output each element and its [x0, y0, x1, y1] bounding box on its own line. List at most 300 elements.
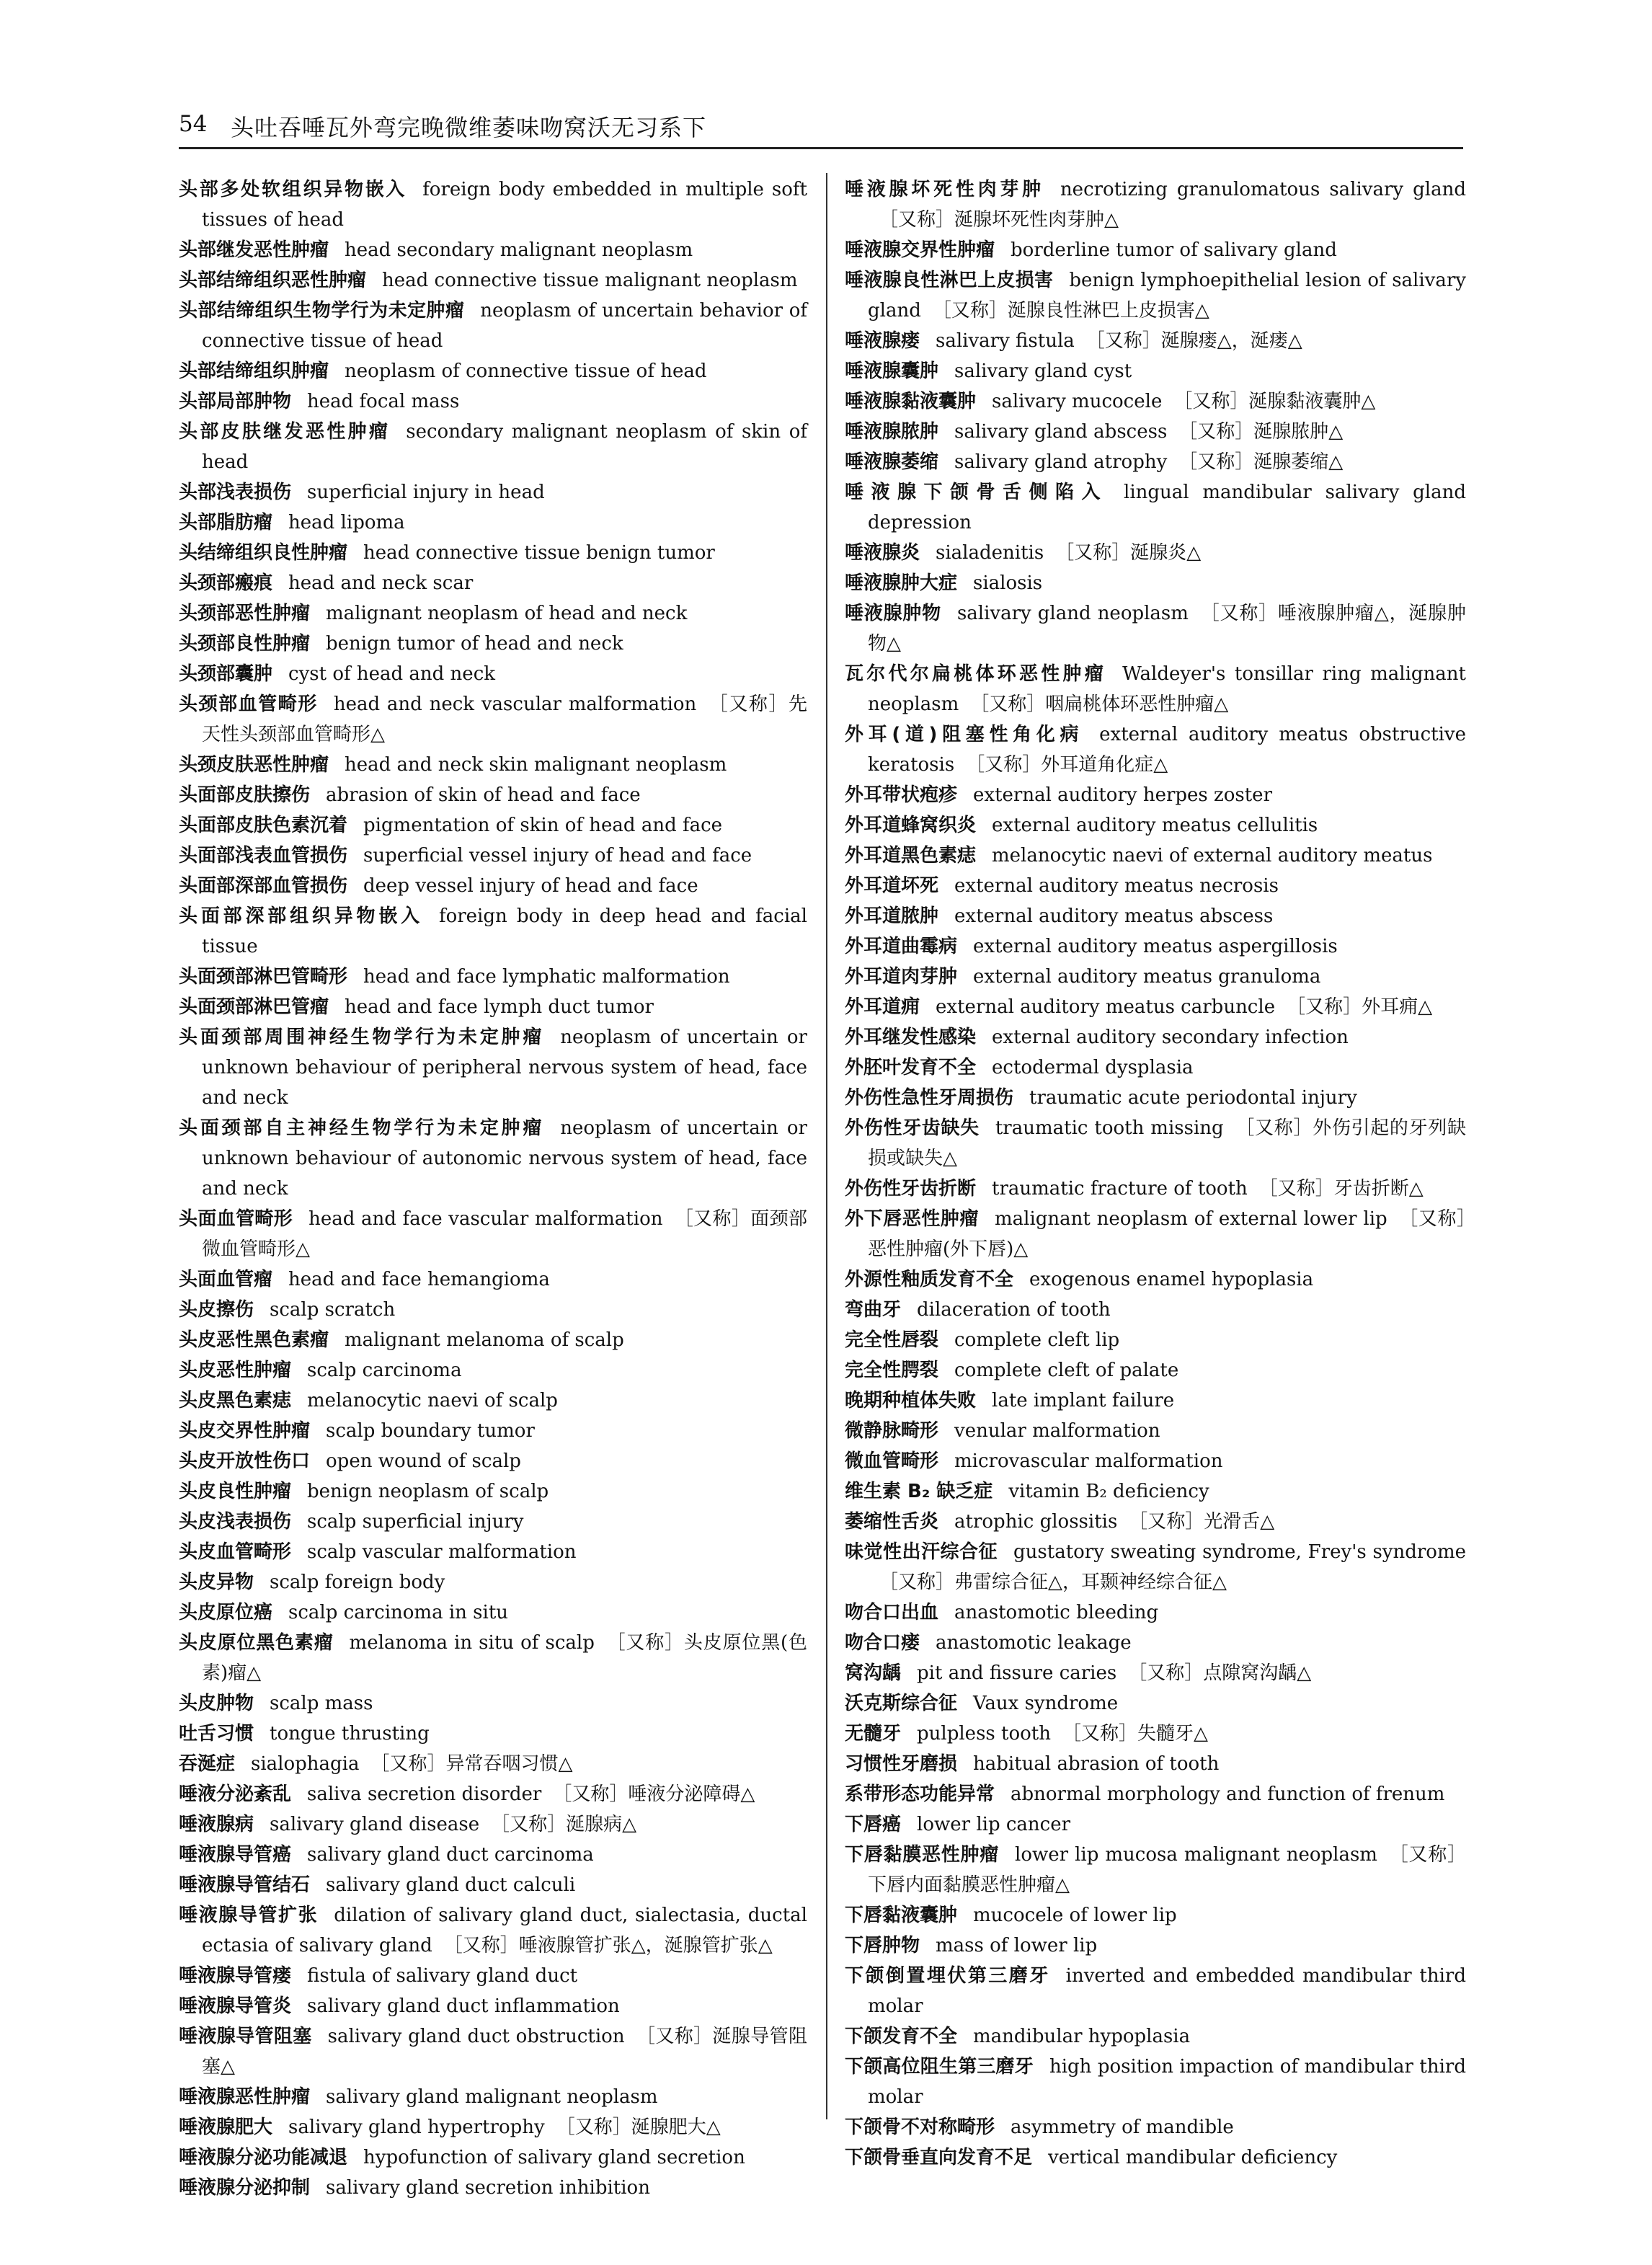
glossary-entry [845, 1628, 1466, 1658]
glossary-entry [845, 538, 1466, 568]
right-column [845, 174, 1466, 2173]
term-chinese: 头部脂肪瘤 [179, 512, 273, 533]
term-english: borderline tumor of salivary gland [1011, 239, 1337, 261]
term-chinese: 外胚叶发育不全 [845, 1057, 977, 1078]
glossary-entry [845, 992, 1466, 1022]
term-chinese: 头皮浅表损伤 [179, 1511, 292, 1533]
term-english: dilation of salivary gland duct, sialectasia, ductal ectasia of salivary gland [202, 1905, 807, 1956]
glossary-entry [179, 1597, 807, 1628]
term-english: vertical mandibular deficiency [1048, 2147, 1338, 2168]
glossary-entry [179, 1325, 807, 1355]
term-english: malignant neoplasm of head and neck [326, 603, 688, 624]
term-chinese: 唾液腺脓肿 [845, 421, 939, 443]
glossary-entry [179, 1204, 807, 1264]
glossary-entry [845, 1386, 1466, 1416]
glossary-entry [179, 1386, 807, 1416]
term-english: deep vessel injury of head and face [363, 875, 698, 897]
term-english: traumatic fracture of tooth [992, 1178, 1248, 1200]
term-chinese: 头皮血管畸形 [179, 1541, 292, 1563]
term-english: external auditory meatus granuloma [973, 966, 1321, 988]
term-english: asymmetry of mandible [1011, 2116, 1234, 2138]
glossary-entry [179, 235, 807, 265]
term-english: scalp superficial injury [307, 1511, 524, 1533]
term-chinese: 头皮黑色素痣 [179, 1390, 292, 1411]
glossary-entry [845, 780, 1466, 810]
term-english: external auditory meatus carbuncle [936, 996, 1276, 1018]
term-chinese: 微血管畸形 [845, 1450, 939, 1472]
glossary-entry [179, 538, 807, 568]
term-chinese: 头部多处软组织异物嵌入 [179, 179, 407, 200]
glossary-entry [845, 659, 1466, 719]
term-english: external auditory meatus aspergillosis [973, 936, 1338, 957]
term-english: salivary gland hypertrophy [288, 2116, 545, 2138]
page-header [179, 108, 1463, 149]
term-chinese: 外下唇恶性肿瘤 [845, 1208, 979, 1230]
glossary-entry [179, 1537, 807, 1567]
term-chinese: 唾液腺导管炎 [179, 1995, 292, 2017]
glossary-entry [179, 2173, 807, 2203]
term-chinese: 下唇癌 [845, 1814, 902, 1835]
term-chinese: 吻合口瘘 [845, 1632, 920, 1654]
glossary-entry [179, 1295, 807, 1325]
term-english: malignant melanoma of scalp [345, 1329, 624, 1351]
term-english: sialophagia [251, 1753, 360, 1775]
term-chinese: 唾液腺导管瘘 [179, 1965, 292, 1987]
term-alias: ［又称］光滑舌△ [1129, 1511, 1275, 1533]
glossary-entry [179, 265, 807, 296]
glossary-entry [179, 1779, 807, 1809]
term-english: traumatic acute periodontal injury [1029, 1087, 1357, 1109]
glossary-entry [845, 1719, 1466, 1749]
term-english: head and face hemangioma [288, 1269, 550, 1290]
term-chinese: 吞涎症 [179, 1753, 236, 1775]
glossary-entry [845, 962, 1466, 992]
glossary-entry [845, 568, 1466, 598]
glossary-entry [845, 2021, 1466, 2052]
term-chinese: 头面颈部淋巴管瘤 [179, 996, 329, 1018]
term-english: head secondary malignant neoplasm [345, 239, 693, 261]
term-english: necrotizing granulomatous salivary gland [1060, 179, 1466, 200]
glossary-entry [845, 1749, 1466, 1779]
term-chinese: 头面血管畸形 [179, 1208, 293, 1230]
term-chinese: 外伤性牙齿折断 [845, 1178, 977, 1200]
term-chinese: 唾液腺下颌骨舌侧陷入 [845, 482, 1108, 503]
term-english: dilaceration of tooth [917, 1299, 1111, 1321]
term-alias: ［又称］涎腺病△ [491, 1814, 637, 1835]
glossary-entry [179, 2082, 807, 2112]
term-english: ectodermal dysplasia [992, 1057, 1194, 1078]
term-english: head and face vascular malformation [308, 1208, 663, 1230]
term-chinese: 头皮肿物 [179, 1693, 254, 1714]
term-english: foreign body in deep head and facial tissue [202, 905, 807, 957]
glossary-entry [179, 568, 807, 598]
glossary-entry [179, 1991, 807, 2021]
term-chinese: 头面部浅表血管损伤 [179, 845, 348, 866]
glossary-entry [179, 750, 807, 780]
term-chinese: 头部皮肤继发恶性肿瘤 [179, 421, 391, 443]
term-chinese: 头皮原位癌 [179, 1602, 273, 1623]
term-chinese: 唾液腺肥大 [179, 2116, 273, 2138]
term-alias: ［又称］涎腺良性淋巴上皮损害△ [932, 300, 1209, 322]
term-chinese: 唾液腺瘘 [845, 330, 920, 352]
glossary-entry [179, 598, 807, 629]
term-english: pit and fissure caries [917, 1662, 1117, 1684]
term-chinese: 下颌发育不全 [845, 2026, 958, 2047]
term-chinese: 下唇黏液囊肿 [845, 1905, 958, 1926]
term-chinese: 唾液腺黏液囊肿 [845, 391, 977, 412]
term-english: malignant neoplasm of external lower lip [994, 1208, 1387, 1230]
term-alias: ［又称］外伤引起的牙列缺损或缺失△ [868, 1117, 1466, 1169]
term-alias: ［又称］牙齿折断△ [1258, 1178, 1424, 1200]
term-chinese: 头面部皮肤擦伤 [179, 784, 311, 806]
term-chinese: 下颌骨垂直向发育不足 [845, 2147, 1033, 2168]
glossary-entry [845, 1446, 1466, 1476]
term-english: salivary gland abscess [954, 421, 1168, 443]
term-alias: ［又称］外耳痈△ [1287, 996, 1433, 1018]
term-chinese: 唾液腺交界性肿瘤 [845, 239, 995, 261]
term-english: salivary gland duct obstruction [327, 2026, 625, 2047]
term-chinese: 唾液腺导管结石 [179, 1874, 311, 1896]
term-chinese: 外耳道痈 [845, 996, 920, 1018]
term-english: salivary gland neoplasm [956, 603, 1189, 624]
glossary-entry [845, 265, 1466, 326]
glossary-entry [179, 2021, 807, 2082]
glossary-entry [845, 1416, 1466, 1446]
glossary-entry [179, 1507, 807, 1537]
term-english: complete cleft lip [954, 1329, 1120, 1351]
term-alias: ［又称］头皮原位黑(色素)瘤△ [202, 1632, 807, 1684]
glossary-entry [179, 1355, 807, 1386]
term-chinese: 唾液腺良性淋巴上皮损害 [845, 270, 1054, 291]
term-english: exogenous enamel hypoplasia [1029, 1269, 1314, 1290]
term-chinese: 下颌骨不对称畸形 [845, 2116, 995, 2138]
term-english: anastomotic leakage [936, 1632, 1132, 1654]
term-english: head connective tissue malignant neoplasm [382, 270, 798, 291]
term-chinese: 头部结缔组织生物学行为未定肿瘤 [179, 300, 465, 322]
glossary-entry [179, 1264, 807, 1295]
term-chinese: 唾液腺炎 [845, 542, 920, 564]
glossary-entry [845, 1052, 1466, 1083]
glossary-entry [845, 1537, 1466, 1597]
term-english: scalp scratch [270, 1299, 396, 1321]
glossary-entry [845, 1476, 1466, 1507]
term-chinese: 唾液腺导管阻塞 [179, 2026, 312, 2047]
term-chinese: 外耳道坏死 [845, 875, 939, 897]
term-alias: ［又称］涎腺肥大△ [556, 2116, 721, 2138]
glossary-entry [179, 689, 807, 750]
glossary-entry [179, 296, 807, 356]
term-chinese: 萎缩性舌炎 [845, 1511, 939, 1533]
term-alias: ［又称］下唇内面黏膜恶性肿瘤△ [868, 1844, 1466, 1896]
term-english: vitamin B₂ deficiency [1008, 1481, 1209, 1502]
term-english: melanoma in situ of scalp [349, 1632, 595, 1654]
term-chinese: 唾液腺囊肿 [845, 360, 939, 382]
glossary-entry [845, 1597, 1466, 1628]
term-chinese: 外耳(道)阻塞性角化病 [845, 724, 1084, 745]
glossary-entry [179, 871, 807, 901]
term-english: benign neoplasm of scalp [307, 1481, 549, 1502]
term-english: high position impaction of mandibular third molar [868, 2056, 1467, 2108]
glossary-entry [845, 1840, 1466, 1900]
term-english: lower lip mucosa malignant neoplasm [1015, 1844, 1377, 1866]
term-english: gustatory sweating syndrome, Frey's syndrome [1013, 1541, 1466, 1563]
term-english: anastomotic bleeding [954, 1602, 1159, 1623]
term-english: melanocytic naevi of scalp [307, 1390, 558, 1411]
term-english: salivary gland duct carcinoma [307, 1844, 594, 1866]
term-chinese: 外耳带状疱疹 [845, 784, 958, 806]
term-english: neoplasm of uncertain or unknown behaviour of peripheral nervous system of head, face and neck [202, 1027, 807, 1109]
glossary-entry [845, 326, 1466, 356]
term-english: salivary gland disease [270, 1814, 480, 1835]
glossary-entry [845, 447, 1466, 477]
term-chinese: 头部局部肿物 [179, 391, 292, 412]
term-english: head lipoma [288, 512, 405, 533]
term-chinese: 头颈部血管畸形 [179, 693, 318, 715]
term-chinese: 头面颈部自主神经生物学行为未定肿瘤 [179, 1117, 545, 1139]
glossary-entry [845, 1264, 1466, 1295]
term-english: pigmentation of skin of head and face [363, 815, 723, 836]
term-chinese: 头皮恶性黑色素瘤 [179, 1329, 329, 1351]
term-alias: ［又称］涎腺脓肿△ [1178, 421, 1344, 443]
term-english: external auditory meatus cellulitis [992, 815, 1318, 836]
glossary-entry [845, 356, 1466, 386]
term-alias: ［又称］先天性头颈部血管畸形△ [202, 693, 807, 745]
term-chinese: 头颈部囊肿 [179, 663, 273, 685]
term-chinese: 唾液腺导管扩张 [179, 1905, 319, 1926]
glossary-entry [845, 1507, 1466, 1537]
term-chinese: 头面部深部组织异物嵌入 [179, 905, 423, 927]
page-number: 54 [179, 111, 208, 137]
term-chinese: 外源性釉质发育不全 [845, 1269, 1014, 1290]
term-english: benign tumor of head and neck [326, 633, 623, 655]
term-english: sialadenitis [936, 542, 1044, 564]
term-chinese: 外耳道蜂窝织炎 [845, 815, 977, 836]
term-english: atrophic glossitis [954, 1511, 1118, 1533]
term-english: neoplasm of uncertain or unknown behaviour of autonomic nervous system of head, face and neck [202, 1117, 807, 1200]
term-chinese: 外耳道黑色素痣 [845, 845, 977, 866]
term-english: salivary mucocele [992, 391, 1163, 412]
term-alias: ［又称］恶性肿瘤(外下唇)△ [868, 1208, 1466, 1260]
term-english: abrasion of skin of head and face [326, 784, 641, 806]
term-chinese: 头皮良性肿瘤 [179, 1481, 292, 1502]
term-alias: ［又称］咽扁桃体环恶性肿瘤△ [970, 693, 1229, 715]
glossary-entry [179, 1567, 807, 1597]
glossary-entry [845, 2112, 1466, 2142]
glossary-entry [179, 810, 807, 841]
term-chinese: 下颌高位阻生第三磨牙 [845, 2056, 1034, 2078]
term-english: head connective tissue benign tumor [363, 542, 715, 564]
term-english: pulpless tooth [917, 1723, 1051, 1745]
term-english: salivary gland secretion inhibition [326, 2177, 650, 2199]
term-english: habitual abrasion of tooth [973, 1753, 1220, 1775]
term-english: Waldeyer's tonsillar ring malignant neoplasm [868, 663, 1466, 715]
term-chinese: 瓦尔代尔扁桃体环恶性肿瘤 [845, 663, 1107, 685]
term-chinese: 唾液腺分泌功能减退 [179, 2147, 348, 2168]
term-chinese: 头面部深部血管损伤 [179, 875, 348, 897]
term-chinese: 头面血管瘤 [179, 1269, 273, 1290]
term-chinese: 头皮开放性伤口 [179, 1450, 311, 1472]
term-english: lingual mandibular salivary gland depression [868, 482, 1466, 533]
glossary-entry [179, 417, 807, 477]
glossary-entry [179, 1900, 807, 1961]
term-chinese: 唾液腺导管癌 [179, 1844, 292, 1866]
glossary-entry [179, 2142, 807, 2173]
term-chinese: 唾液腺萎缩 [845, 451, 939, 473]
term-chinese: 唾液腺肿物 [845, 603, 941, 624]
term-chinese: 头部结缔组织恶性肿瘤 [179, 270, 367, 291]
term-chinese: 唾液分泌紊乱 [179, 1783, 292, 1805]
term-chinese: 外耳道脓肿 [845, 905, 939, 927]
left-column [179, 174, 807, 2203]
glossary-entry [845, 1961, 1466, 2021]
term-alias: ［又称］涎腺坏死性肉芽肿△ [879, 209, 1119, 231]
term-english: external auditory meatus obstructive keratosis [868, 724, 1466, 776]
glossary-entry [845, 810, 1466, 841]
glossary-entry [845, 1779, 1466, 1809]
term-chinese: 头面颈部淋巴管畸形 [179, 966, 348, 988]
term-chinese: 头皮异物 [179, 1572, 254, 1593]
term-english: scalp boundary tumor [326, 1420, 535, 1442]
glossary-entry [845, 1295, 1466, 1325]
term-chinese: 吐舌习惯 [179, 1723, 254, 1745]
term-english: scalp vascular malformation [307, 1541, 577, 1563]
glossary-entry [179, 1809, 807, 1840]
term-english: open wound of scalp [326, 1450, 521, 1472]
term-chinese: 头皮擦伤 [179, 1299, 254, 1321]
term-chinese: 头结缔组织良性肿瘤 [179, 542, 348, 564]
glossary-entry [179, 356, 807, 386]
term-chinese: 唾液腺恶性肿瘤 [179, 2086, 311, 2108]
term-chinese: 吻合口出血 [845, 1602, 939, 1623]
glossary-entry [179, 386, 807, 417]
term-english: venular malformation [954, 1420, 1160, 1442]
glossary-entry [179, 1840, 807, 1870]
term-english: external auditory meatus necrosis [954, 875, 1279, 897]
term-chinese: 味觉性出汗综合征 [845, 1541, 998, 1563]
glossary-entry [179, 1446, 807, 1476]
glossary-entry [179, 1870, 807, 1900]
term-english: external auditory secondary infection [992, 1027, 1349, 1048]
term-english: scalp carcinoma [307, 1360, 462, 1381]
term-english: mandibular hypoplasia [973, 2026, 1191, 2047]
term-english: mucocele of lower lip [973, 1905, 1177, 1926]
term-alias: ［又称］唾液分泌障碍△ [553, 1783, 755, 1805]
term-chinese: 头部浅表损伤 [179, 482, 292, 503]
term-english: salivary gland duct calculi [326, 1874, 576, 1896]
term-chinese: 微静脉畸形 [845, 1420, 939, 1442]
term-alias: ［又称］点隙窝沟龋△ [1128, 1662, 1312, 1684]
term-chinese: 头颈部良性肿瘤 [179, 633, 311, 655]
glossary-entry [845, 235, 1466, 265]
glossary-entry [845, 1931, 1466, 1961]
term-english: neoplasm of connective tissue of head [345, 360, 707, 382]
term-english: external auditory meatus abscess [954, 905, 1274, 927]
term-chinese: 弯曲牙 [845, 1299, 902, 1321]
glossary-entry [845, 871, 1466, 901]
term-english: salivary gland atrophy [954, 451, 1168, 473]
glossary-entry [179, 962, 807, 992]
term-alias: ［又称］涎腺黏液囊肿△ [1173, 391, 1376, 412]
term-english: head and face lymphatic malformation [363, 966, 730, 988]
term-english: foreign body embedded in multiple soft tissues of head [202, 179, 807, 231]
term-chinese: 头颈皮肤恶性肿瘤 [179, 754, 329, 776]
term-english: head and neck skin malignant neoplasm [345, 754, 727, 776]
term-alias: ［又称］唾液腺管扩张△，涎腺管扩张△ [443, 1935, 773, 1956]
term-english: head and neck vascular malformation [333, 693, 697, 715]
glossary-entry [845, 1325, 1466, 1355]
glossary-entry [845, 417, 1466, 447]
term-chinese: 外耳道肉芽肿 [845, 966, 958, 988]
term-english: saliva secretion disorder [307, 1783, 542, 1805]
glossary-entry [179, 1961, 807, 1991]
term-chinese: 窝沟龋 [845, 1662, 902, 1684]
term-english: complete cleft of palate [954, 1360, 1179, 1381]
term-alias: ［又称］涎腺导管阻塞△ [202, 2026, 807, 2078]
glossary-entry [179, 992, 807, 1022]
term-chinese: 唾液腺分泌抑制 [179, 2177, 311, 2199]
term-chinese: 下唇肿物 [845, 1935, 920, 1956]
glossary-entry [845, 477, 1466, 538]
term-chinese: 头部结缔组织肿瘤 [179, 360, 329, 382]
glossary-entry [179, 1022, 807, 1113]
glossary-entry [179, 1476, 807, 1507]
term-chinese: 头颈部瘢痕 [179, 572, 273, 594]
glossary-entry [845, 1174, 1466, 1204]
glossary-entry [845, 174, 1466, 235]
term-alias: ［又称］异常吞咽习惯△ [370, 1753, 573, 1775]
term-alias: ［又称］涎腺炎△ [1055, 542, 1202, 564]
term-chinese: 维生素 B₂ 缺乏症 [845, 1481, 993, 1502]
glossary-entry [845, 598, 1466, 659]
term-chinese: 唾液腺病 [179, 1814, 254, 1835]
glossary-entry [845, 931, 1466, 962]
term-chinese: 完全性腭裂 [845, 1360, 939, 1381]
glossary-entry [179, 1719, 807, 1749]
term-alias: ［又称］面颈部微血管畸形△ [202, 1208, 807, 1260]
term-chinese: 沃克斯综合征 [845, 1693, 958, 1714]
term-chinese: 下唇黏膜恶性肿瘤 [845, 1844, 1000, 1866]
term-chinese: 外耳道曲霉病 [845, 936, 958, 957]
glossary-entry [845, 719, 1466, 780]
term-chinese: 外伤性急性牙周损伤 [845, 1087, 1014, 1109]
term-chinese: 头部继发恶性肿瘤 [179, 239, 329, 261]
glossary-entry [179, 1688, 807, 1719]
term-chinese: 头面部皮肤色素沉着 [179, 815, 348, 836]
glossary-entry [845, 386, 1466, 417]
glossary-entry [845, 1809, 1466, 1840]
glossary-entry [845, 1355, 1466, 1386]
glossary-entry [845, 901, 1466, 931]
term-chinese: 习惯性牙磨损 [845, 1753, 958, 1775]
term-english: microvascular malformation [954, 1450, 1223, 1472]
term-english: inverted and embedded mandibular third molar [868, 1965, 1466, 2017]
glossary-entry [845, 1900, 1466, 1931]
term-english: salivary gland duct inflammation [307, 1995, 620, 2017]
glossary-entry [179, 629, 807, 659]
term-chinese: 无髓牙 [845, 1723, 902, 1745]
term-english: melanocytic naevi of external auditory meatus [992, 845, 1433, 866]
glossary-entry [179, 659, 807, 689]
term-chinese: 外伤性牙齿缺失 [845, 1117, 980, 1139]
term-chinese: 完全性唇裂 [845, 1329, 939, 1351]
term-english: scalp carcinoma in situ [288, 1602, 509, 1623]
term-english: external auditory herpes zoster [973, 784, 1272, 806]
term-english: superficial injury in head [307, 482, 545, 503]
term-chinese: 头皮恶性肿瘤 [179, 1360, 292, 1381]
term-english: scalp mass [270, 1693, 373, 1714]
term-english: neoplasm of uncertain behavior of connective tissue of head [202, 300, 807, 352]
term-english: sialosis [973, 572, 1043, 594]
